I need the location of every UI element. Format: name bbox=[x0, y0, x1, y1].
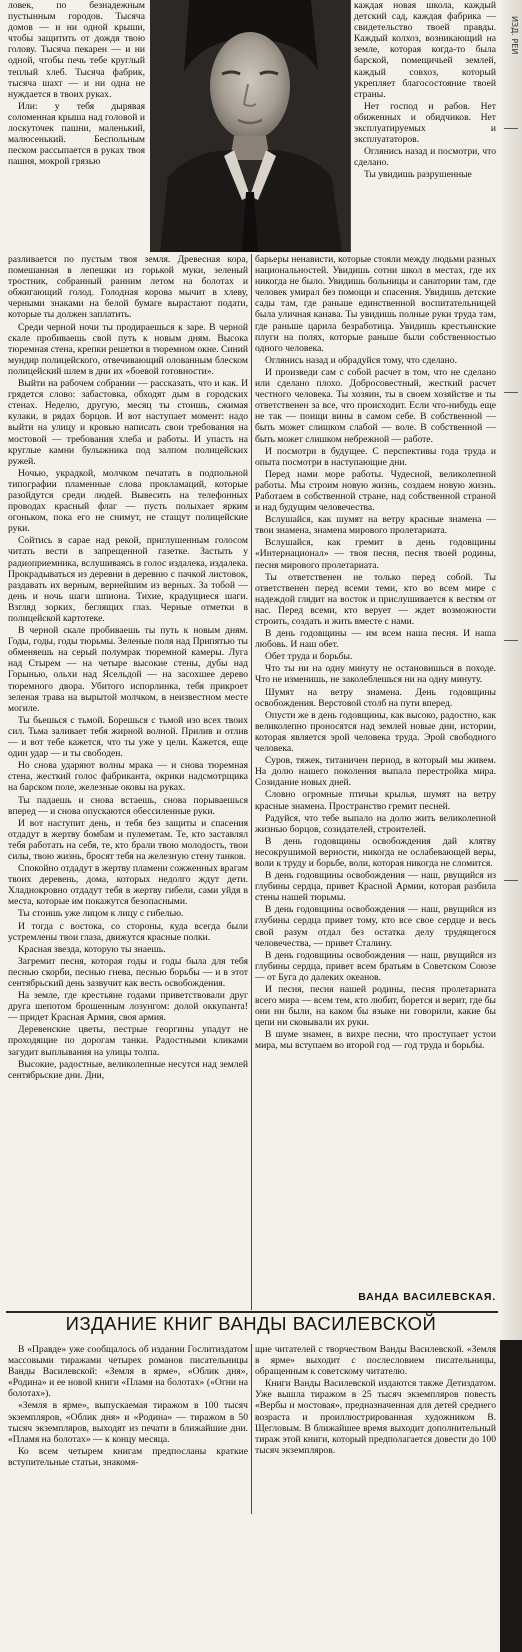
article-paragraph: И посмотри в будущее. С перспективы года труда и опыта посмотри в наступающие дни. bbox=[255, 445, 496, 468]
article-paragraph: Суров, тяжек, титаничен период, в который мы живем. На долю нашего поколения выпала перестройка мира. Созидание новых дней. bbox=[255, 755, 496, 789]
article-paragraph: Вслушайся, как гремит в день годовщины «Интернационал» — твоя песня, песня твоей родины, песня мирового пролетариата. bbox=[255, 537, 496, 571]
margin-mark bbox=[504, 640, 518, 641]
article-paragraph: В день годовщины освобождения — наш, рвущийся из глубины сердца, привет Красной Армии, которая разбила стены нашей тюрьмы. bbox=[255, 870, 496, 904]
article-paragraph: Опусти же в день годовщины, как высоко, радостно, как великолепно проносятся над землей новые дни, истории, которая является эрой человека труда. Эрой свободного человека. bbox=[255, 709, 496, 755]
article-paragraph: Шумят на ветру знамена. День годовщины освобождения. Верстовой столб на пути вперед. bbox=[255, 686, 496, 709]
article-column-right-top bbox=[354, 0, 496, 252]
notice-column-right bbox=[255, 1344, 496, 1514]
article-paragraph: Вслушайся, как шумят на ветру красные знамена — твои знамена, знамена мирового пролетариата. bbox=[255, 514, 496, 537]
article-column-left-top bbox=[8, 0, 145, 252]
author-portrait-photo bbox=[150, 0, 351, 252]
article-paragraph: И вот наступит день, и тебя без защиты и спасения отдадут в жертву бомбам и пулеметам. Те, кто заставлял тебя работать на себя, те, кто брали твою молодость, твои силы, твою жизнь, бросят тебя на железную стену танков. bbox=[8, 817, 248, 862]
article-column-right bbox=[255, 254, 496, 1292]
article-paragraph: Ты ответственен не только перед собой. Ты ответственен перед всеми теми, кто во всем мире с надеждой глядит на восток и прислушивается к вестям от нас. Перед всеми, кто верует — ждет возможности строить, создать и жить вместе с нами. bbox=[255, 571, 496, 627]
article-paragraph: Оглянись назад и посмотри, что сделано. bbox=[354, 146, 496, 169]
margin-mark bbox=[504, 880, 518, 881]
notice-paragraph: Книги Ванды Василевской издаются также Детиздатом. Уже вышла тиражом в 25 тысяч экземпляров повесть «Вербы и мостовая», предназначенная для детей среднего возраста и проиллюстрированная художником В. Щегловым. В ближайшее время выходит дополнительный тираж этой книги, который предполагается довести до 100 тысяч экземпляров. bbox=[255, 1378, 496, 1456]
notice-column-left bbox=[8, 1344, 248, 1514]
article-paragraph: Сойтись в сарае над рекой, приглушенным голосом читать вести в запрещенной газетке. Застыть у радиоприемника, вслушиваясь в голос издалека, издалека. Прокрадываться из деревни в деревню с пачкой листовок, раздавать их верным, вернейшим из верных. За тобой — день и ночь шаги шпиона. Тихие, крадущиеся шаги. Взгляд зорких, беглящих глаз. Черные отметки в полицейской картотеке. bbox=[8, 535, 248, 624]
article-paragraph: Ночью, украдкой, молчком печатать в подпольной типографии пламенные слова прокламаций, которые разойдутся среди людей. Вывесить на телефонных проводах красный флаг — пусть полыхает ярким огоньком, пока его не снимут, не стащут полицейские руки. bbox=[8, 467, 248, 535]
article-paragraph: каждая новая школа, каждый детский сад, каждая фабрика — свидетельство твоей правды. Каждый колхоз, возникающий на земле, которая когда-то была барской, помещичьей землей, каждый совхоз, который укрепляет благосостояние твоей страны. bbox=[354, 0, 496, 100]
margin-mark bbox=[504, 128, 518, 129]
article-paragraph: Ты стоишь уже лицом к лицу с гибелью. bbox=[18, 908, 184, 920]
article-paragraph: Ты увидишь разрушенные bbox=[364, 169, 472, 181]
margin-mark bbox=[504, 392, 518, 393]
article-signature: ВАНДА ВАСИЛЕВСКАЯ. bbox=[358, 1291, 496, 1303]
article-paragraph: Среди черной ночи ты продираешься к заре. В черной скале пробиваешь свой путь к новым дням. Высока тюремная стена, крепки решетки в тюремном окне. Синий мундир полицейского, отвечивающий олованным блеском полицейский шлем в дни их «боевой готовности». bbox=[8, 321, 248, 377]
article-paragraph: разливается по пустым твоя земля. Древесная кора, помешанная в лепешки из горькой муки, зеленый тростник, собранный ранним летом на болотах и обжигающий голод. Голодная корова мычит в хлеву, черными знаками на белой бумаге вырастают подати, которые ты должен заплатить. bbox=[8, 254, 248, 321]
article-paragraph: ловек, по безнадежным пустынным городов. Тысяча домов — и ни одной крыши, чтобы защитить от дождя твою голову. Тысяча пекарен — и ни одной, чтобы печь тебе круглый теплый хлеб. Тысяча фабрик, тысяча шахт — и ни одна не нуждается в твоих руках. bbox=[8, 0, 145, 100]
article-paragraph: Нет господ и рабов. Нет обиженных и обидчиков. Нет эксплуатируемых и эксплуататоров. bbox=[354, 100, 496, 146]
article-paragraph: В день годовщины — им всем наша песня. И наша любовь. И наш обет. bbox=[255, 628, 496, 651]
notice-paragraph: «Земля в ярме», выпускаемая тиражом в 100 тысяч экземпляров, «Облик дня» и «Родина» — тиражом в 50 тысяч экземпляров, выходят из печати в ближайшие дни. «Пламя на болотах» — к концу месяца. bbox=[8, 1400, 248, 1445]
article-paragraph: Спокойно отдадут в жертву пламени сожженных врагам твоих деревень, дома, которых недолго ждут дети. Хладнокровно отдадут тебя в жертву гибели, сами уйдя в места, которые им покажутся безопасными. bbox=[8, 863, 248, 908]
article-paragraph: Ты бьешься с тьмой. Борешься с тьмой изо всех твоих сил. Тьма заливает тебя жирной волной. Прилив и отлив — и вот тебе кажется, что ты уже у цели. Кажется, еще один удар — и ты свободен. bbox=[8, 714, 248, 760]
notice-headline: ИЗДАНИЕ КНИГ ВАНДЫ ВАСИЛЕВСКОЙ bbox=[65, 1313, 437, 1334]
article-paragraph: Деревенские цветы, пестрые георгины упадут не проходящие по дорогам танки. Радостными кликами загудит выплывания на улицы толпа. bbox=[8, 1024, 248, 1058]
article-column-left bbox=[8, 254, 248, 1310]
article-paragraph: Что ты ни на одну минуту не остановишься в походе. Что не изменишь, не заколеблешься ни на одну минуту. bbox=[255, 663, 496, 686]
article-paragraph: В черной скале пробиваешь ты путь к новым дням. Годы, годы, годы тюрьмы. Зеленые поля над Припятью ты обменяешь на серый полумрак тюремной камеры. Луга над Стырем — на четыре высокие стены, дубы над Горынью, ольхи над Ясельдой — на засохшее дерево тюремного двора. Убитого испорлинка, тебя прикроет зеленая трава на вырытой молчком, в неизвестном месте могиле. bbox=[8, 625, 248, 714]
article-paragraph: Или: у тебя дырявая соломенная крыша над головой и лоскуточек пашни, маленький, малюсенький. Беспольным песком рассыпается в руках твоя пашня, мокрой грязью bbox=[8, 100, 145, 168]
margin-text: ИЗД. РЕИ bbox=[510, 16, 519, 55]
article-paragraph: В шуме знамен, в вихре песни, что проступает устои мира, мы вступаем во второй год — год труда и борьбы. bbox=[255, 1029, 496, 1052]
article-paragraph: Красная звезда, которую ты знаешь. bbox=[18, 943, 166, 955]
notice-paragraph: Ко всем четырем книгам предпосланы краткие вступительные статьи, знакомя- bbox=[8, 1445, 248, 1468]
article-paragraph: Перед нами море работы. Чудесной, великолепной работы. Мы строим новую жизнь, создаем новую жизнь. Работаем в собственной стране, над собственной страной и над будущим человечества. bbox=[255, 468, 496, 514]
article-paragraph: Но снова ударяют волны мрака — и снова тюремная стена, жесткий голос фабриканта, окрики надсмотрщика на барском поле, железные оковы на руках. bbox=[8, 760, 248, 794]
adjacent-page-margin bbox=[500, 0, 522, 1340]
column-divider bbox=[251, 1344, 252, 1514]
article-paragraph: Обет труда и борьбы. bbox=[265, 651, 353, 663]
column-divider bbox=[251, 254, 252, 1310]
article-paragraph: Выйти на рабочем собрании — рассказать, что и как. И грядется слово: забастовка, обходят дым в городских стенах. Неделю, другую, месяц ты стоишь, сжимая кулаки, в рядах борцов. И вот наступает момент: надо выйти на улицу и кровью написать свои требования на мостовой — требования хлеба и работы. И упасть на круглые камни булыжника под залпом полицейских ружей. bbox=[8, 378, 248, 467]
article-paragraph: В день годовщины освобождения — наш, рвущийся из глубины сердца, привет всем братьям в Советском Союзе — от Буга до далеких океанов. bbox=[255, 949, 496, 983]
article-paragraph: На земле, где крестьяне годами приветствовали друг друга шепотом брошенным лозунгом: долой оккупанта! — придет Красная Армия, своя армия. bbox=[8, 990, 248, 1024]
article-paragraph: Оглянись назад и обрадуйся тому, что сделано. bbox=[265, 354, 457, 366]
article-paragraph: Радуйся, что тебе выпало на долю жить великолепной жизнью борцов, созидателей, строителей. bbox=[255, 812, 496, 835]
article-paragraph: Словно огромные птичьи крылья, шумят на ветру красные знамена. Пространство гремит песней. bbox=[255, 789, 496, 812]
article-paragraph: Высокие, радостные, великолепные несутся над землей сентябрьские дни. Дни, bbox=[8, 1058, 248, 1081]
article-paragraph: Ты падаешь и снова встаешь, снова порываешься вперед — и снова опускаются обессиленные руки. bbox=[8, 794, 248, 817]
column-divider bbox=[350, 0, 351, 252]
notice-paragraph: щие читателей с творчеством Ванды Василевской. «Земля в ярме» выходит с послесловием писательницы, обращенным к советскому читателю. bbox=[255, 1344, 496, 1378]
article-paragraph: Загремит песня, которая годы и годы была для тебя песнью скорби, песнью гнева, песнью борьбы — и в этот сентябрьский день зазвучит как весть освобождения. bbox=[8, 955, 248, 989]
article-paragraph: И тогда с востока, со стороны, куда всегда были устремлены твои глаза, движутся красные полки. bbox=[8, 920, 248, 943]
article-paragraph: И песня, песня нашей родины, песня пролетариата всего мира — всем тем, кто любит, борется и верит, где бы они ни были, на каком бы языке ни говорили, какие бы цепи ни сковывали их руки. bbox=[255, 984, 496, 1029]
article-paragraph: барьеры ненависти, которые стояли между людьми разных национальностей. Увидишь сотни школ в местах, где их никогда не было. Увидишь больницы и санатории там, где человек умирал без помощи и спасения. Увидишь детские сады там, где раньше единственной воспитательницей была уличная канава. Ты увидишь полные руки труда там, где раньше царила безработица. Увидишь крестьянские плуги на полях, которые раньше были собственностью одного человека. bbox=[255, 254, 496, 354]
scan-dark-edge bbox=[500, 1340, 522, 1652]
portrait-image bbox=[150, 0, 350, 252]
notice-paragraph: В «Правде» уже сообщалось об издании Гослитиздатом массовыми тиражами четырех романов писательницы Ванды Василевской: «Земля в ярме», «Облик дня», «Родина» и ее новой книги «Пламя на болотах» («Огни на болотах»). bbox=[8, 1344, 248, 1400]
article-paragraph: И произведи сам с собой расчет в том, что не сделано или сделано плохо. Добросовестный, жесткий расчет честного человека. Ты хозяин, ты в своем хозяйстве и ты ответственен за все, что происходит. Если что-нибудь еще не так — поищи вины в самом себе. В собственной — быть может слишком слабой — воле. В собственной — быть может слишком небрежной — работе. bbox=[255, 366, 496, 445]
article-paragraph: В день годовщины освобождения — наш, рвущийся из глубины сердца привет тому, кто все свое сердце и весь свой разум отдал без остатка делу трудящегося человечества, — привет Сталину. bbox=[255, 904, 496, 949]
article-paragraph: В день годовщины освобождения дай клятву несокрушимой верности, никогда не ослабевающей веры, воли к труду и борьбе, воли, которая никогда не сломится. bbox=[255, 835, 496, 869]
